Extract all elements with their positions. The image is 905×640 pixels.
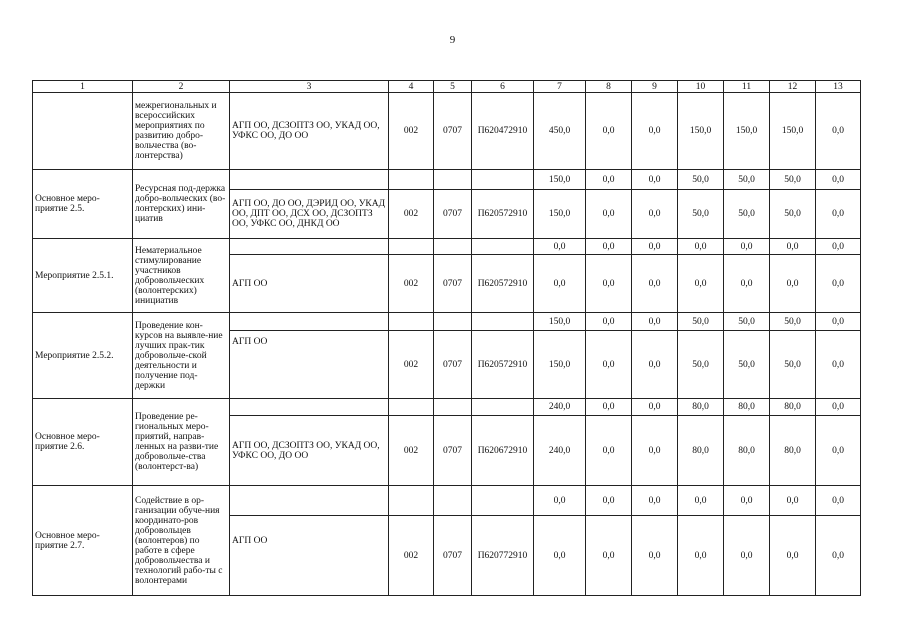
total-cell: 0,0 bbox=[586, 399, 632, 416]
total-cell: 0,0 bbox=[632, 313, 678, 331]
empty-cell bbox=[472, 239, 534, 255]
empty-cell bbox=[472, 486, 534, 516]
value-cell: 0,0 bbox=[816, 93, 861, 170]
activity-name bbox=[33, 93, 133, 170]
activity-name: Основное меро-приятие 2.5. bbox=[33, 170, 133, 239]
value-cell: 450,0 bbox=[534, 93, 586, 170]
total-cell: 0,0 bbox=[678, 486, 724, 516]
header-cell: 6 bbox=[472, 81, 534, 93]
value-cell: 0,0 bbox=[816, 416, 861, 486]
value-cell: 0,0 bbox=[816, 255, 861, 313]
total-cell: 0,0 bbox=[816, 239, 861, 255]
code-cell: П620572910 bbox=[472, 190, 534, 239]
empty-cell bbox=[230, 486, 389, 516]
value-cell: 240,0 bbox=[534, 416, 586, 486]
activity-description: Нематериальное стимулирование участников добровольческих (волонтерских) инициатив bbox=[133, 239, 230, 313]
header-cell: 10 bbox=[678, 81, 724, 93]
value-cell: 0,0 bbox=[586, 331, 632, 399]
header-cell: 12 bbox=[770, 81, 816, 93]
value-cell: 0,0 bbox=[816, 331, 861, 399]
header-row bbox=[33, 81, 861, 93]
activity-description: межрегиональных и всероссийских мероприятиях по развитию добро-вольчества (во-лонтерства) bbox=[133, 93, 230, 170]
value-cell: 0,0 bbox=[534, 516, 586, 596]
value-cell: 150,0 bbox=[770, 93, 816, 170]
header-cell: 5 bbox=[434, 81, 472, 93]
value-cell: 0,0 bbox=[724, 516, 770, 596]
empty-cell bbox=[434, 313, 472, 331]
code-cell: П620472910 bbox=[472, 93, 534, 170]
empty-cell bbox=[434, 399, 472, 416]
empty-cell bbox=[389, 486, 434, 516]
code-cell: 0707 bbox=[434, 93, 472, 170]
empty-cell bbox=[389, 313, 434, 331]
total-cell: 0,0 bbox=[770, 239, 816, 255]
activity-description: Проведение ре-гиональных меро-приятий, направ-ленных на разви-тие добровольче-ства (волонтерст-ва) bbox=[133, 399, 230, 486]
executors: АГП ОО bbox=[230, 331, 389, 399]
header-cell: 8 bbox=[586, 81, 632, 93]
total-cell: 0,0 bbox=[816, 170, 861, 190]
code-cell: 002 bbox=[389, 255, 434, 313]
activity-name: Основное меро-приятие 2.7. bbox=[33, 486, 133, 596]
value-cell: 50,0 bbox=[678, 190, 724, 239]
value-cell: 0,0 bbox=[770, 255, 816, 313]
table-row-total bbox=[33, 239, 861, 255]
value-cell: 80,0 bbox=[678, 416, 724, 486]
value-cell: 0,0 bbox=[586, 516, 632, 596]
executors: АГП ОО, ДО ОО, ДЭРИД ОО, УКАД ОО, ДПТ ОО, ДСХ ОО, ДСЗОПТЗ ОО, УФКС ОО, ДНКД ОО bbox=[230, 190, 389, 239]
total-cell: 0,0 bbox=[534, 486, 586, 516]
header-cell: 9 bbox=[632, 81, 678, 93]
empty-cell bbox=[472, 170, 534, 190]
executors: АГП ОО bbox=[230, 516, 389, 596]
total-cell: 0,0 bbox=[724, 486, 770, 516]
total-cell: 50,0 bbox=[724, 313, 770, 331]
header-cell: 7 bbox=[534, 81, 586, 93]
value-cell: 0,0 bbox=[534, 255, 586, 313]
value-cell: 80,0 bbox=[724, 416, 770, 486]
empty-cell bbox=[230, 399, 389, 416]
value-cell: 0,0 bbox=[816, 516, 861, 596]
total-cell: 0,0 bbox=[678, 239, 724, 255]
total-cell: 0,0 bbox=[632, 486, 678, 516]
table-row-total bbox=[33, 313, 861, 331]
budget-table bbox=[32, 80, 861, 596]
value-cell: 0,0 bbox=[632, 516, 678, 596]
code-cell: 002 bbox=[389, 93, 434, 170]
total-cell: 0,0 bbox=[816, 313, 861, 331]
value-cell: 50,0 bbox=[724, 331, 770, 399]
total-cell: 50,0 bbox=[678, 313, 724, 331]
total-cell: 50,0 bbox=[770, 313, 816, 331]
activity-description: Ресурсная под-держка добро-вольческих (во-лонтерских) ини-циатив bbox=[133, 170, 230, 239]
value-cell: 0,0 bbox=[632, 93, 678, 170]
value-cell: 50,0 bbox=[724, 190, 770, 239]
value-cell: 150,0 bbox=[534, 190, 586, 239]
empty-cell bbox=[472, 313, 534, 331]
header-cell: 11 bbox=[724, 81, 770, 93]
total-cell: 0,0 bbox=[534, 239, 586, 255]
code-cell: 0707 bbox=[434, 331, 472, 399]
value-cell: 0,0 bbox=[678, 255, 724, 313]
total-cell: 0,0 bbox=[816, 399, 861, 416]
total-cell: 0,0 bbox=[816, 486, 861, 516]
total-cell: 50,0 bbox=[724, 170, 770, 190]
header-cell: 3 bbox=[230, 81, 389, 93]
empty-cell bbox=[434, 486, 472, 516]
empty-cell bbox=[472, 399, 534, 416]
total-cell: 0,0 bbox=[632, 399, 678, 416]
empty-cell bbox=[389, 239, 434, 255]
value-cell: 150,0 bbox=[678, 93, 724, 170]
total-cell: 50,0 bbox=[678, 170, 724, 190]
header-cell: 1 bbox=[33, 81, 133, 93]
empty-cell bbox=[434, 239, 472, 255]
total-cell: 80,0 bbox=[678, 399, 724, 416]
value-cell: 0,0 bbox=[586, 255, 632, 313]
value-cell: 50,0 bbox=[678, 331, 724, 399]
empty-cell bbox=[389, 170, 434, 190]
header-cell: 2 bbox=[133, 81, 230, 93]
code-cell: 002 bbox=[389, 190, 434, 239]
activity-description: Содействие в ор-ганизации обуче-ния координато-ров добровольцев (волонтеров) по работе в сфере добровольчества и технологий рабо-ты с волонтерами bbox=[133, 486, 230, 596]
value-cell: 150,0 bbox=[534, 331, 586, 399]
table-row-total bbox=[33, 399, 861, 416]
total-cell: 240,0 bbox=[534, 399, 586, 416]
empty-cell bbox=[389, 399, 434, 416]
empty-cell bbox=[434, 170, 472, 190]
table-row-total bbox=[33, 170, 861, 190]
value-cell: 80,0 bbox=[770, 416, 816, 486]
activity-name: Основное меро-приятие 2.6. bbox=[33, 399, 133, 486]
value-cell: 0,0 bbox=[632, 190, 678, 239]
executors: АГП ОО, ДСЗОПТЗ ОО, УКАД ОО, УФКС ОО, ДО ОО bbox=[230, 416, 389, 486]
activity-description: Проведение кон-курсов на выявле-ние лучших прак-тик добровольче-ской деятельности и получение под-держки bbox=[133, 313, 230, 399]
total-cell: 80,0 bbox=[724, 399, 770, 416]
total-cell: 0,0 bbox=[770, 486, 816, 516]
value-cell: 50,0 bbox=[770, 190, 816, 239]
code-cell: П620772910 bbox=[472, 516, 534, 596]
empty-cell bbox=[230, 170, 389, 190]
total-cell: 0,0 bbox=[724, 239, 770, 255]
value-cell: 0,0 bbox=[632, 416, 678, 486]
value-cell: 50,0 bbox=[770, 331, 816, 399]
code-cell: П620572910 bbox=[472, 331, 534, 399]
total-cell: 0,0 bbox=[632, 239, 678, 255]
total-cell: 0,0 bbox=[586, 170, 632, 190]
executors: АГП ОО bbox=[230, 255, 389, 313]
total-cell: 150,0 bbox=[534, 170, 586, 190]
activity-name: Мероприятие 2.5.1. bbox=[33, 239, 133, 313]
empty-cell bbox=[230, 239, 389, 255]
value-cell: 0,0 bbox=[586, 93, 632, 170]
executors: АГП ОО, ДСЗОПТЗ ОО, УКАД ОО, УФКС ОО, ДО ОО bbox=[230, 93, 389, 170]
table-row-total bbox=[33, 486, 861, 516]
value-cell: 0,0 bbox=[724, 255, 770, 313]
value-cell: 0,0 bbox=[678, 516, 724, 596]
code-cell: 0707 bbox=[434, 516, 472, 596]
code-cell: П620672910 bbox=[472, 416, 534, 486]
code-cell: 002 bbox=[389, 331, 434, 399]
value-cell: 150,0 bbox=[724, 93, 770, 170]
total-cell: 0,0 bbox=[586, 239, 632, 255]
code-cell: 002 bbox=[389, 416, 434, 486]
value-cell: 0,0 bbox=[816, 190, 861, 239]
value-cell: 0,0 bbox=[632, 255, 678, 313]
header-cell: 13 bbox=[816, 81, 861, 93]
empty-cell bbox=[230, 313, 389, 331]
total-cell: 0,0 bbox=[586, 486, 632, 516]
activity-name: Мероприятие 2.5.2. bbox=[33, 313, 133, 399]
code-cell: 0707 bbox=[434, 190, 472, 239]
code-cell: 002 bbox=[389, 516, 434, 596]
code-cell: 0707 bbox=[434, 416, 472, 486]
value-cell: 0,0 bbox=[586, 416, 632, 486]
code-cell: П620572910 bbox=[472, 255, 534, 313]
total-cell: 150,0 bbox=[534, 313, 586, 331]
value-cell: 0,0 bbox=[586, 190, 632, 239]
value-cell: 0,0 bbox=[770, 516, 816, 596]
total-cell: 0,0 bbox=[632, 170, 678, 190]
code-cell: 0707 bbox=[434, 255, 472, 313]
total-cell: 0,0 bbox=[586, 313, 632, 331]
total-cell: 50,0 bbox=[770, 170, 816, 190]
value-cell: 0,0 bbox=[632, 331, 678, 399]
page-number: 9 bbox=[449, 34, 456, 46]
table-row bbox=[33, 93, 861, 170]
header-cell: 4 bbox=[389, 81, 434, 93]
total-cell: 80,0 bbox=[770, 399, 816, 416]
